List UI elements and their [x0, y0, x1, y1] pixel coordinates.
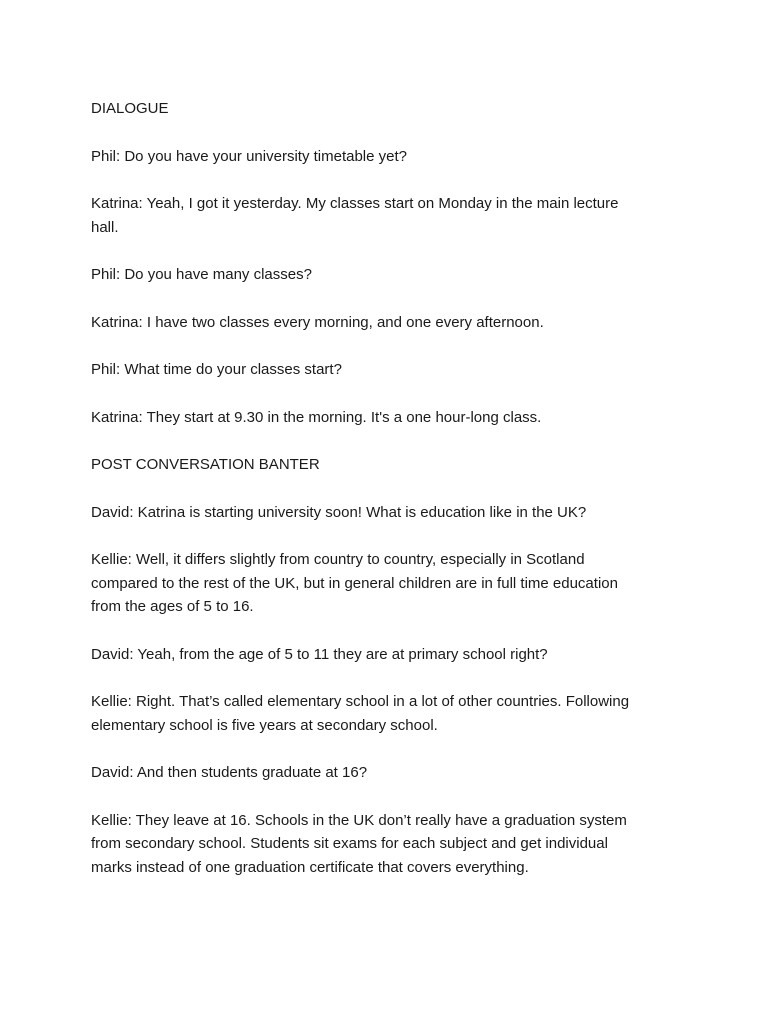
banter-line: David: Katrina is starting university soon! What is education like in the UK? — [91, 503, 587, 521]
section-heading-dialogue: DIALOGUE — [91, 100, 169, 117]
banter-line: Kellie: Right. That’s called elementary school in a lot of other countries. Following elementary school is five years at secondary school. — [91, 693, 630, 734]
dialogue-line: Katrina: They start at 9.30 in the morning. It's a one hour-long class. — [91, 408, 542, 426]
dialogue-line: Phil: Do you have many classes? — [91, 266, 312, 283]
banter-line: Kellie: Well, it differs slightly from country to country, especially in Scotland compared to the rest of the UK, but in general children are in full time education from the ages of 5 to 16. — [91, 551, 618, 615]
section-heading-banter: POST CONVERSATION BANTER — [91, 456, 320, 473]
dialogue-line: Phil: What time do your classes start? — [91, 361, 342, 378]
dialogue-line: Katrina: I have two classes every morning, and one every afternoon. — [91, 313, 544, 331]
banter-line: Kellie: They leave at 16. Schools in the UK don’t really have a graduation system from secondary school. Students sit exams for each subject and get individual marks instead of one graduation certificate that covers everything. — [91, 811, 627, 876]
banter-line: David: And then students graduate at 16? — [91, 764, 368, 781]
dialogue-line: Phil: Do you have your university timetable yet? — [91, 147, 407, 165]
banter-line: David: Yeah, from the age of 5 to 11 they are at primary school right? — [91, 645, 548, 663]
document-body — [91, 97, 636, 903]
dialogue-line: Katrina: Yeah, I got it yesterday. My classes start on Monday in the main lecture hall. — [91, 195, 619, 236]
